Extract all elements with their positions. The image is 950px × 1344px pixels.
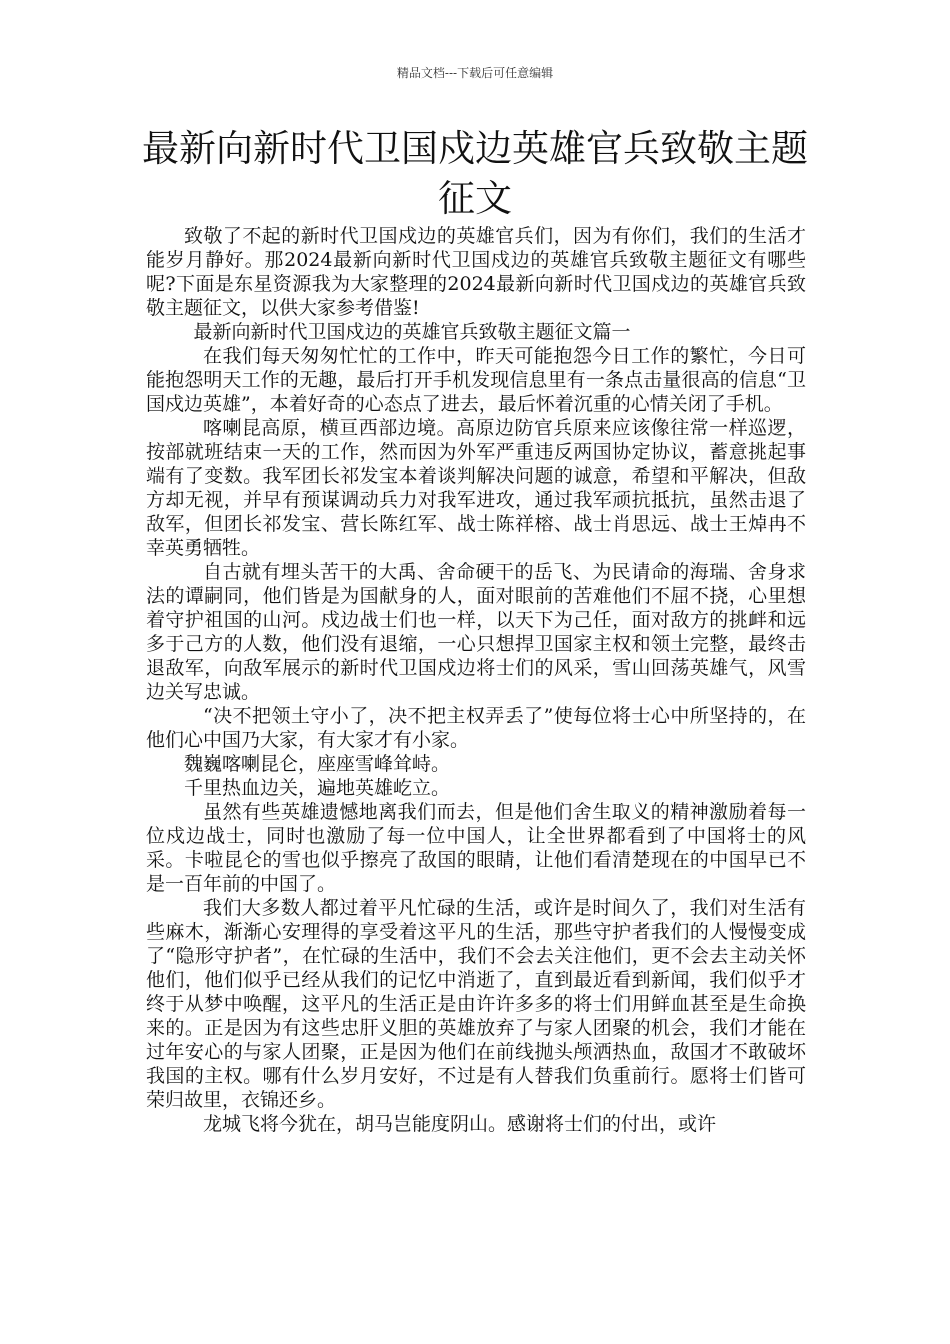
paragraph: 龙城飞将今犹在，胡马岂能度阴山。感谢将士们的付出，或许	[203, 1113, 717, 1135]
paragraph: 喀喇昆高原，横亘西部边境。高原边防官兵原来应该像往常一样巡逻，按部就班结束一天的工作，然而因为外军严重违反两国协定协议，蓄意挑起事端有了变数。我军团长祁发宝本着谈判解决问题的诚意，希望和平解决，但敌方却无视，并早有预谋调动兵力对我军进攻，通过我军顽抗抵抗，虽然击退了敌军，但团长祁发宝、营长陈红军、战士陈祥榕、战士肖思远、战士王焯冉不幸英勇牺牲。	[146, 417, 806, 559]
paragraph: 自古就有埋头苦干的大禹、舍命硬干的岳飞、为民请命的海瑞、舍身求法的谭嗣同，他们皆是为国献身的人，面对眼前的苦难他们不屈不挠，心里想着守护祖国的山河。戍边战士们也一样，以天下为己任，面对敌方的挑衅和远多于己方的人数，他们没有退缩，一心只想捍卫国家主权和领土完整，最终击退敌军，向敌军展示的新时代卫国戍边将士们的风采，雪山回荡英雄气，风雪边关写忠诚。	[146, 561, 806, 703]
verse-line: 魏巍喀喇昆仑，座座雪峰耸峙。	[184, 753, 451, 775]
document-body	[146, 224, 806, 1136]
document-title: 最新向新时代卫国戍边英雄官兵致敬主题征文	[142, 127, 808, 220]
paragraph: 我们大多数人都过着平凡忙碌的生活，或许是时间久了，我们对生活有些麻木，渐渐心安理得的享受着这平凡的生活，那些守护者我们的人慢慢变成了“隐形守护者”，在忙碌的生活中，我们不会去关注他们，更不会去主动关怀他们，他们似乎已经从我们的记忆中消逝了，直到最近看到新闻，我们似乎才终于从梦中唤醒，这平凡的生活正是由许许多多的将士们用鲜血甚至是生命换来的。正是因为有这些忠肝义胆的英雄放弃了与家人团聚的机会，我们才能在过年安心的与家人团聚，正是因为他们在前线抛头颅洒热血，敌国才不敢破坏我国的主权。哪有什么岁月安好，不过是有人替我们负重前行。愿将士们皆可荣归故里，衣锦还乡。	[146, 897, 806, 1111]
verse-line: 千里热血边关，遍地英雄屹立。	[184, 777, 451, 799]
paragraph-intro: 致敬了不起的新时代卫国戍边的英雄官兵们，因为有你们，我们的生活才能岁月静好。那2024最新向新时代卫国戍边的英雄官兵致敬主题征文有哪些呢?下面是东星资源我为大家整理的2024最新向新时代卫国戍边的英雄官兵致敬主题征文，以供大家参考借鉴!	[146, 225, 806, 319]
section-heading: 最新向新时代卫国戍边的英雄官兵致敬主题征文篇一	[193, 321, 631, 343]
paragraph: 虽然有些英雄遗憾地离我们而去，但是他们舍生取义的精神激励着每一位戍边战士，同时也激励了每一位中国人，让全世界都看到了中国将士的风采。卡啦昆仑的雪也似乎擦亮了敌国的眼睛，让他们看清楚现在的中国早已不是一百年前的中国了。	[146, 801, 806, 895]
page-header: 精品文档---下载后可任意编辑	[396, 66, 554, 80]
quote-paragraph: “决不把领土守小了，决不把主权弄丢了”使每位将士心中所坚持的，在他们心中国乃大家，有大家才有小家。	[146, 705, 806, 751]
paragraph: 在我们每天匆匆忙忙的工作中，昨天可能抱怨今日工作的繁忙，今日可能抱怨明天工作的无趣，最后打开手机发现信息里有一条点击量很高的信息“卫国戍边英雄”，本着好奇的心态点了进去，最后怀着沉重的心情关闭了手机。	[146, 345, 806, 415]
